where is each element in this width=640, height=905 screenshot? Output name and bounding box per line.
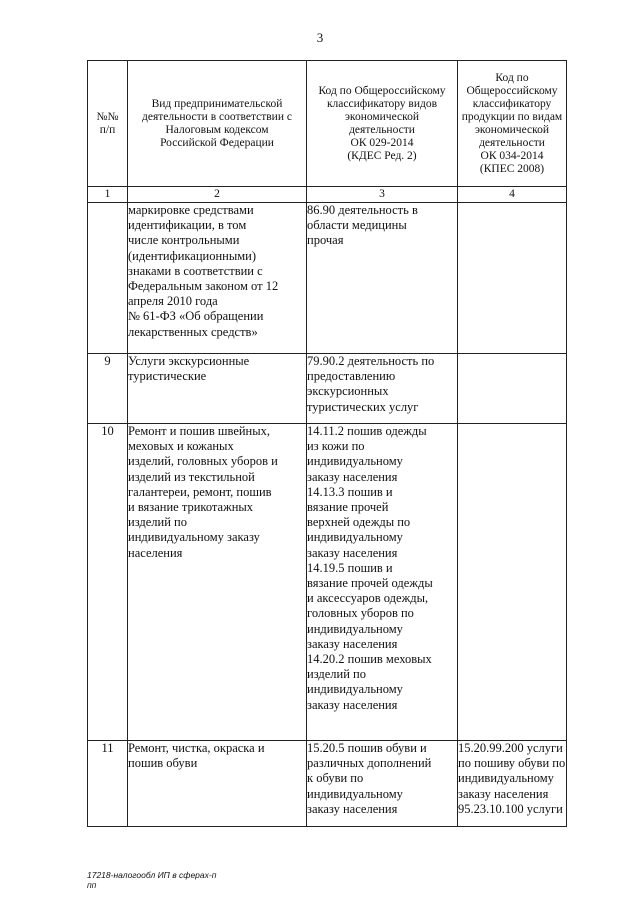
- text-line: 14.11.2 пошив одежды: [307, 424, 427, 438]
- row-okpd-code: [458, 354, 567, 424]
- text-line: к обуви по: [307, 771, 364, 786]
- text-line: заказу населения: [307, 636, 398, 651]
- text-line: числе контрольными: [128, 233, 240, 248]
- text-line: идентификации, в том: [128, 218, 247, 233]
- text-line: области медицины: [307, 218, 407, 233]
- footer-file-name: 17218-налогообл ИП в сферах-п: [87, 870, 217, 880]
- text-line: Услуги экскурсионные: [128, 354, 250, 368]
- text-line: Код по: [495, 71, 529, 84]
- text-line: №№: [96, 110, 119, 123]
- text-line: заказу населения: [307, 545, 398, 560]
- text-line: населения: [128, 545, 183, 560]
- text-line: 15.20.5 пошив обуви и: [307, 741, 427, 755]
- column-number: 1: [88, 187, 128, 203]
- text-line: 14.20.2 пошив меховых: [307, 652, 432, 667]
- text-line: индивидуальному заказу: [128, 530, 260, 545]
- text-line: Вид предпринимательской: [151, 97, 283, 110]
- text-line: классификатору: [472, 97, 552, 110]
- text-line: Ремонт и пошив швейных,: [128, 424, 271, 438]
- text-line: знаками в соответствии с: [128, 263, 263, 278]
- text-line: Российской Федерации: [160, 136, 274, 149]
- column-number: 2: [128, 187, 307, 203]
- table-row: [88, 741, 567, 827]
- text-line: Общероссийскому: [466, 84, 558, 97]
- text-line: Федеральным законом от 12: [128, 279, 279, 294]
- text-line: вязание прочей: [307, 500, 389, 515]
- text-line: Ремонт, чистка, окраска и: [128, 741, 265, 755]
- text-line: заказу населения: [307, 801, 398, 816]
- text-line: и вязание трикотажных: [128, 500, 254, 515]
- header-number: [88, 61, 128, 187]
- row-activity: [128, 203, 307, 354]
- row-okved-code: [307, 354, 458, 424]
- text-line: 14.13.3 пошив и: [307, 484, 393, 499]
- text-line: заказу населения: [307, 469, 398, 484]
- text-line: (КПЕС 2008): [479, 162, 545, 175]
- page-number: 3: [316, 30, 324, 45]
- activity-table: [87, 60, 567, 827]
- row-okpd-code: [458, 424, 567, 741]
- text-line: по пошиву обуви по: [458, 756, 566, 771]
- text-line: деятельности: [479, 136, 545, 149]
- text-line: верхней одежды по: [307, 515, 411, 530]
- text-line: туристические: [128, 369, 207, 384]
- text-line: индивидуальному: [458, 771, 554, 786]
- text-line: туристических услуг: [307, 399, 419, 414]
- header-okpd-code: [458, 61, 567, 187]
- row-number: 10: [88, 424, 128, 741]
- text-line: ОК 034-2014: [480, 149, 544, 162]
- text-line: прочая: [307, 233, 344, 248]
- text-line: лекарственных средств»: [128, 324, 258, 339]
- text-line: Налоговым кодексом: [165, 123, 269, 136]
- text-line: предоставлению: [307, 369, 396, 384]
- column-number: 4: [458, 187, 567, 203]
- text-line: головных уборов по: [307, 606, 414, 621]
- row-okpd-code: [458, 741, 567, 827]
- row-number: [88, 203, 128, 354]
- text-line: изделий по: [307, 667, 366, 682]
- row-number: 9: [88, 354, 128, 424]
- text-line: пошив обуви: [128, 756, 198, 771]
- text-line: индивидуальному: [307, 454, 403, 469]
- text-line: деятельности: [349, 123, 415, 136]
- text-line: 86.90 деятельность в: [307, 203, 418, 217]
- text-line: и аксессуаров одежды,: [307, 591, 429, 606]
- document-footer: [87, 870, 216, 890]
- text-line: из кожи по: [307, 439, 365, 454]
- row-okved-code: [307, 203, 458, 354]
- table-row: [88, 354, 567, 424]
- text-line: индивидуальному: [307, 530, 403, 545]
- text-line: изделий по: [128, 515, 187, 530]
- row-activity: [128, 741, 307, 827]
- text-line: различных дополнений: [307, 756, 432, 771]
- text-line: изделий, головных уборов и: [128, 454, 278, 469]
- table-row: [88, 424, 567, 741]
- text-line: (идентификационными): [128, 248, 256, 263]
- text-line: заказу населения: [458, 786, 549, 801]
- row-okved-code: [307, 424, 458, 741]
- column-number: 3: [307, 187, 458, 203]
- table-header-row: [88, 61, 567, 187]
- text-line: 14.19.5 пошив и: [307, 560, 393, 575]
- text-line: деятельности в соответствии с: [142, 110, 292, 123]
- text-line: маркировке средствами: [128, 203, 254, 217]
- row-activity: [128, 354, 307, 424]
- text-line: индивидуальному: [307, 621, 403, 636]
- text-line: п/п: [99, 123, 116, 136]
- text-line: № 61-ФЗ «Об обращении: [128, 309, 264, 324]
- text-line: галантереи, ремонт, пошив: [128, 484, 272, 499]
- text-line: меховых и кожаных: [128, 439, 234, 454]
- column-number-row: [88, 187, 567, 203]
- row-activity: [128, 424, 307, 741]
- text-line: 15.20.99.200 услуги: [458, 741, 563, 755]
- row-okpd-code: [458, 203, 567, 354]
- header-okved-code: [307, 61, 458, 187]
- text-line: экономической: [345, 110, 419, 123]
- text-line: продукции по видам: [461, 110, 563, 123]
- text-line: заказу населения: [307, 697, 398, 712]
- header-activity: [128, 61, 307, 187]
- text-line: ОК 029-2014: [350, 136, 414, 149]
- text-line: индивидуальному: [307, 682, 403, 697]
- text-line: вязание прочей одежды: [307, 576, 433, 591]
- text-line: экскурсионных: [307, 384, 389, 399]
- text-line: классификатору видов: [326, 97, 438, 110]
- text-line: экономической: [475, 123, 549, 136]
- text-line: индивидуальному: [307, 786, 403, 801]
- row-okved-code: [307, 741, 458, 827]
- row-number: 11: [88, 741, 128, 827]
- footer-suffix: пп: [87, 880, 97, 890]
- text-line: апреля 2010 года: [128, 294, 218, 309]
- text-line: (КДЕС Ред. 2): [347, 149, 417, 162]
- text-line: Код по Общероссийскому: [318, 84, 446, 97]
- text-line: 79.90.2 деятельность по: [307, 354, 435, 368]
- text-line: 95.23.10.100 услуги: [458, 801, 563, 816]
- text-line: изделий из текстильной: [128, 469, 255, 484]
- table-row: [88, 203, 567, 354]
